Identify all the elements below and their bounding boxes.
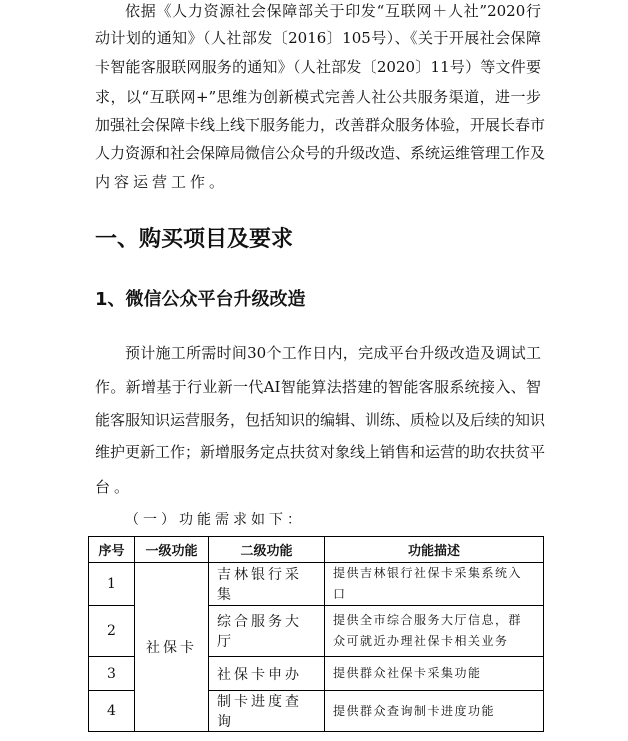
header-level2: 二级功能: [209, 537, 325, 563]
text-line: 卡智能客服联网服务的通知》（人社部发〔2020〕11号）等文件要: [95, 58, 541, 76]
text-line: 能客服知识运营服务，包括知识的编辑、训练、质检以及后续的知识: [95, 411, 546, 429]
cell-no: 4: [89, 691, 135, 732]
text-line: 求，以“互联网+”思维为创新模式完善人社公共服务渠道，进一步: [95, 88, 541, 106]
function-table: [88, 536, 544, 732]
text-line: 作。新增基于行业新一代AI智能算法搭建的智能客服系统接入、智: [95, 378, 541, 396]
section-heading: 一、购买项目及要求: [95, 227, 294, 252]
text-line: 维护更新工作；新增服务定点扶贫对象线上销售和运营的助农扶贫平: [95, 443, 546, 461]
table-header-row: [89, 537, 544, 563]
cell-desc: 提供群众社保卡采集功能: [325, 657, 544, 691]
cell-no: 1: [89, 563, 135, 606]
cell-no: 3: [89, 657, 135, 691]
text-line: 内容运营工作。: [95, 173, 229, 191]
text-line: 台。: [95, 478, 134, 496]
cell-level2: 综合服务大厅: [209, 606, 325, 657]
cell-level1: 社保卡: [135, 563, 209, 732]
cell-desc: 提供全市综合服务大厅信息，群众可就近办理社保卡相关业务: [325, 606, 544, 657]
text-line: 预计施工所需时间30个工作日内，完成平台升级改造及调试工: [125, 344, 541, 362]
table-row: [89, 563, 544, 606]
text-line: 人力资源和社会保障局微信公众号的升级改造、系统运维管理工作及: [95, 144, 546, 162]
header-desc: 功能描述: [325, 537, 544, 563]
cell-no: 2: [89, 606, 135, 657]
text-line: 动计划的通知》（人社部发〔2016〕105号）、《关于开展社会保障: [95, 29, 541, 47]
text-line: 依据《人力资源社会保障部关于印发“互联网＋人社”2020行: [125, 2, 541, 20]
text-line: 加强社会保障卡线上线下服务能力，改善群众服务体验，开展长春市: [95, 116, 546, 134]
cell-level2: 吉林银行采集: [209, 563, 325, 606]
list-intro: （一）功能需求如下：: [125, 512, 305, 528]
cell-desc: 提供吉林银行社保卡采集系统入口: [325, 563, 544, 606]
cell-level2: 社保卡申办: [209, 657, 325, 691]
cell-desc: 提供群众查询制卡进度功能: [325, 691, 544, 732]
subsection-heading: 1、微信公众平台升级改造: [95, 289, 306, 310]
header-level1: 一级功能: [135, 537, 209, 563]
cell-level2: 制卡进度查询: [209, 691, 325, 732]
header-no: 序号: [89, 537, 135, 563]
